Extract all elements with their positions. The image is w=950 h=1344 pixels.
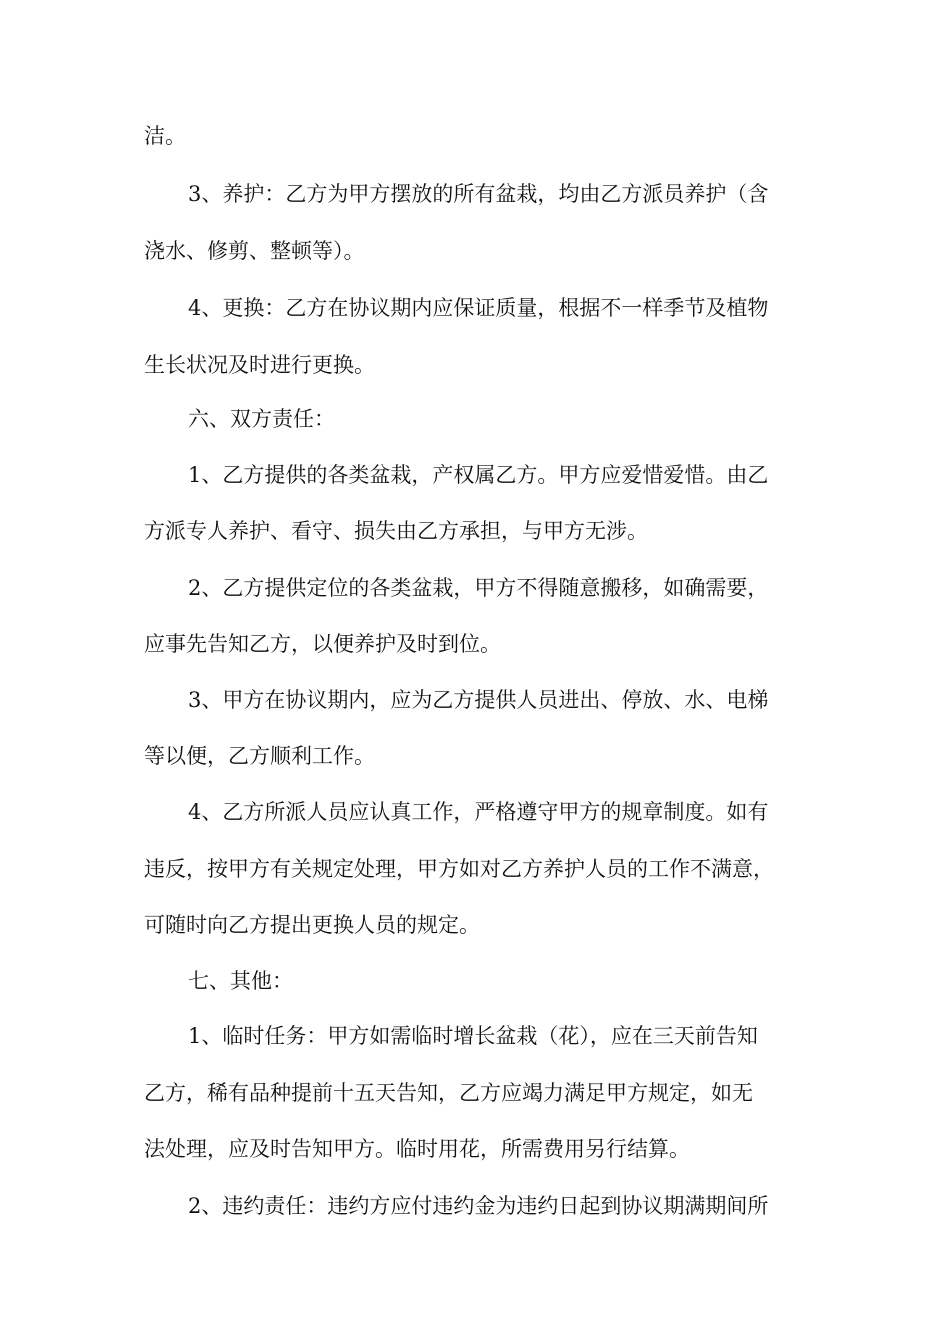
text-line: 1、临时任务：甲方如需临时增长盆栽（花），应在三天前告知 <box>188 1024 758 1048</box>
text-line: 等以便，乙方顺利工作。 <box>144 744 375 768</box>
text-line: 1、乙方提供的各类盆栽，产权属乙方。甲方应爱惜爱惜。由乙 <box>188 463 769 487</box>
text-line: 3、养护：乙方为甲方摆放的所有盆栽，均由乙方派员养护（含 <box>188 182 769 206</box>
text-line: 违反，按甲方有关规定处理，甲方如对乙方养护人员的工作不满意， <box>144 857 774 881</box>
text-line: 应事先告知乙方，以便养护及时到位。 <box>144 632 501 656</box>
section-heading: 六、双方责任： <box>188 407 335 431</box>
text-line: 方派专人养护、看守、损失由乙方承担，与甲方无涉。 <box>144 519 648 543</box>
text-line: 洁。 <box>144 124 186 148</box>
section-heading: 七、其他： <box>188 969 293 993</box>
text-line: 法处理，应及时告知甲方。临时用花，所需费用另行结算。 <box>144 1137 690 1161</box>
text-line: 2、违约责任：违约方应付违约金为违约日起到协议期满期间所 <box>188 1194 769 1218</box>
text-line: 可随时向乙方提出更换人员的规定。 <box>144 913 480 937</box>
text-line: 4、更换：乙方在协议期内应保证质量，根据不一样季节及植物 <box>188 296 769 320</box>
text-line: 浇水、修剪、整顿等）。 <box>144 239 365 263</box>
text-line: 3、甲方在协议期内，应为乙方提供人员进出、停放、水、电梯 <box>188 688 769 712</box>
text-line: 4、乙方所派人员应认真工作，严格遵守甲方的规章制度。如有 <box>188 800 769 824</box>
text-line: 2、乙方提供定位的各类盆栽，甲方不得随意搬移，如确需要， <box>188 576 769 600</box>
text-line: 生长状况及时进行更换。 <box>144 353 375 377</box>
text-line: 乙方，稀有品种提前十五天告知，乙方应竭力满足甲方规定，如无 <box>144 1081 753 1105</box>
